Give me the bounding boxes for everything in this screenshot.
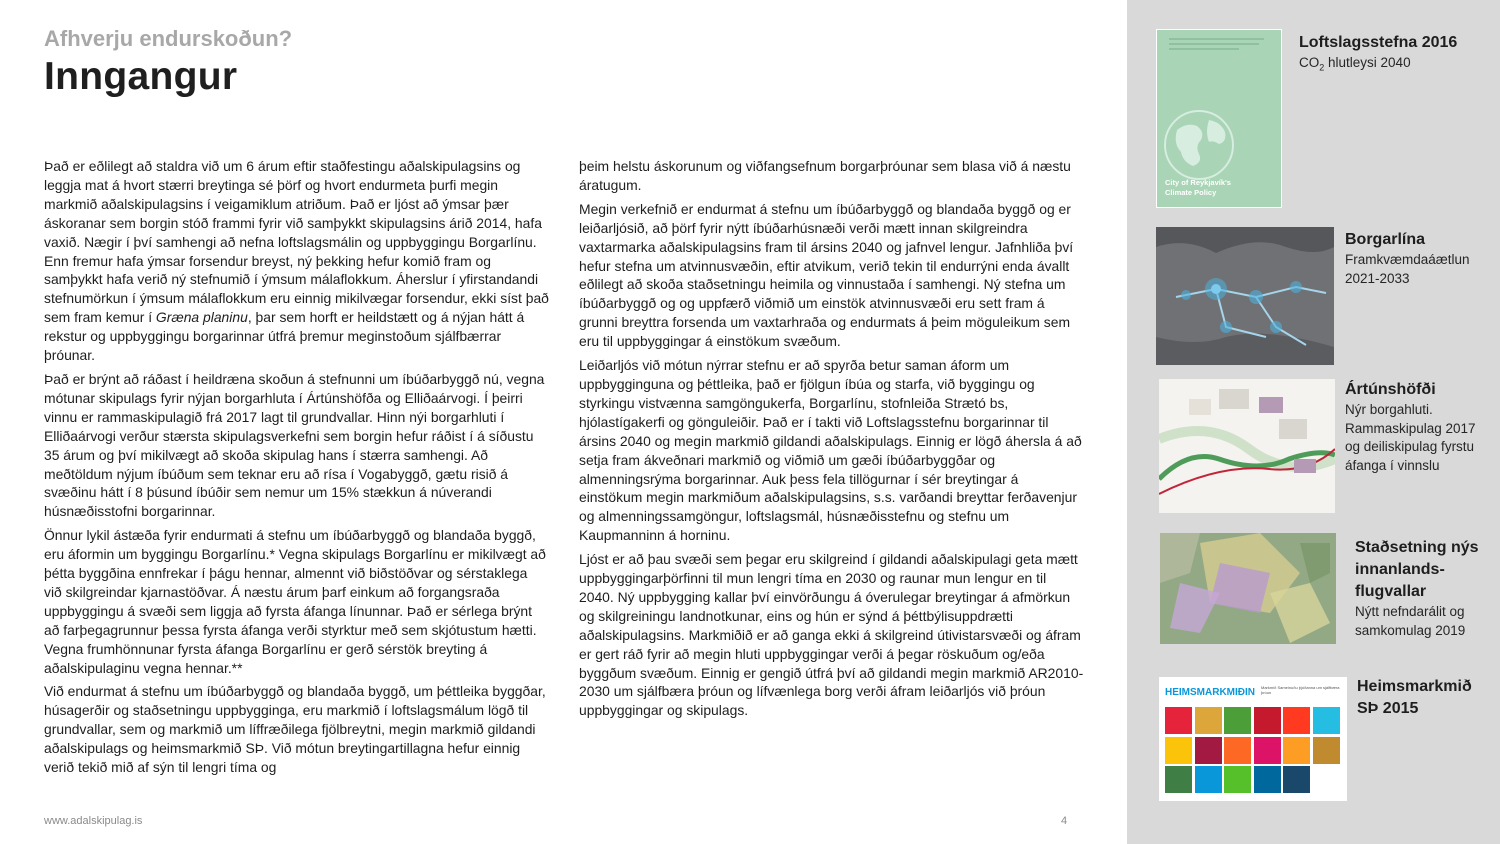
airport-sub2: samkomulag 2019 [1355, 622, 1466, 638]
paragraph: Það er eðlilegt að staldra við um 6 árum eftir staðfestingu aðalskipulagsins og leggja mat á hvort stærri breytinga sé þörf og hvort endurmeta þurfi megin markmið aðalskipulagsins í veigamiklum atriðum. Það er ljóst að ýmsar þær áskoranar sem borgin stóð frammi fyrir við samþykkt skipulagsins árið 2014, hafa vaxið. Nægir í því samhengi að nefna loftslagsmálin og uppbyggingu Borgarlínu. Enn fremur hafa ýmsar forsendur breyst, ný þekking hefur komið fram og samþykkt hafa verið ný stefnumið í ýmsum málaflokkum. Áherslur í yfirstandandi stefnumörkun í ýmsum málaflokkum eru einnig mikilvægar forsendur, ekki síst það sem fram kemur í Græna planinu, þar sem horft er heildstætt og á nýjan hátt á rekstur og uppbyggingu borgarinnar útfrá þremur meginstoðum sjálfbærrar þróunar. [44, 158, 549, 364]
artunshofdi-sub2: Rammaskipulag 2017 [1345, 420, 1476, 436]
airport-location-map [1160, 533, 1336, 644]
paragraph: Leiðarljós við mótun nýrrar stefnu er að spyrða betur saman áform um uppbygginguna og þéttleika, það er fjölgun íbúa og starfa, við byggingu og styrkingu vistvænna samgöngukerfa, Borgarlínu, stofnleiða Strætó bs, hjólastígakerfi og gönguleiðir. Það er í takti við Loftslagsstefnu borgarinnar til ársins 2040 og megin markmið gildandi aðalskipulags. Einnig er lögð áhersla á að setja fram ákveðnari markmið og viðmið um gæði íbúðarbyggðar og almenningsrýma borgarinnar. Auk þess fela tillögurnar í sér breytingar á einstökum megin markmiðum aðalskipulagsins, s.s. varðandi breyttar ferðavenjur og almenningssamgöngur, loftslagsmál, húsnæðisstefnu og stefnu um Kaupmanninn á horninu. [579, 357, 1082, 544]
airport-sub1: Nýtt nefndarálit og [1355, 604, 1465, 619]
sidebar-panel [1127, 0, 1500, 844]
artunshofdi-sub3: og deiliskipulag fyrstu [1345, 439, 1475, 454]
sdg-title-line1: Heimsmarkmið [1357, 678, 1472, 695]
climate-policy-subtitle: $CO_2$ hlutleysi 2040 [1299, 55, 1411, 73]
paragraph: Megin verkefnið er endurmat á stefnu um íbúðarbyggð og blandaða byggð og er leiðarljósið, að þörf fyrir nýtt íbúðarhúsnæði verði mætt innan skilgreindra vaxtarmarka aðalskipulagsins fram til ársins 2040 og jafnvel lengur. Jafnhliða því hefur stefna um atvinnusvæðin, eftir atvikum, verið tekin til endurrýni enda ávallt eðlilegt að skoða staðsetningu heimila og vinnustaða í samhengi. Ný stefna um íbúðarbyggð og og uppfærð viðmið um einstök atvinnusvæði eru sett fram á grunni breyttra forsenda um vaxtarhraða og endurmats á þeim möguleikum sem eru til uppbyggingar á einstökum svæðum. [579, 200, 1074, 350]
green-plan-emphasis: Græna planinu [155, 309, 248, 326]
page-number: 4 [1061, 815, 1068, 827]
sdg-goal-tile [1254, 766, 1281, 793]
artunshofdi-plan [1159, 379, 1335, 513]
artunshofdi-caption [1345, 379, 1500, 475]
borgarlina-map [1156, 227, 1334, 365]
climate-policy-caption [1299, 32, 1499, 77]
paragraph: Við endurmat á stefnu um íbúðarbyggð og blandaða byggð, um þéttleika byggðar, húsagerðir og staðsetningu uppbygginga, eru markmið í loftslagsmálum lögð til grundvallar, sem og markmið um líffræðilega fjölbreytni, megin markmið gildandi aðalskipulags og heimsmarkmið SÞ. Við mótun breytingartillagna hefur einnig verið tekið mið af sýn til lengri tíma og [44, 683, 546, 776]
sdg-banner [1163, 685, 1343, 703]
paragraph: þeim helstu áskorunum og viðfangsefnum borgarþróunar sem blasa við á næstu áratugum. [579, 158, 1071, 193]
sdg-goal-tile [1313, 707, 1340, 734]
artunshofdi-title: Ártúnshöfði [1345, 381, 1436, 398]
sdg-goal-tile [1165, 766, 1192, 793]
borgarlina-sub2: 2021-2033 [1345, 270, 1410, 286]
sdg-goal-tile [1283, 737, 1310, 764]
climate-policy-title: Loftslagsstefna 2016 [1299, 34, 1458, 51]
body-column-right [579, 157, 1084, 725]
sdg-poster [1159, 677, 1347, 801]
sdg-goal-tile [1254, 707, 1281, 734]
sdg-goal-tile [1283, 766, 1310, 793]
sdg-title-line2: SÞ 2015 [1357, 700, 1419, 717]
page-title: Inngangur [44, 55, 238, 98]
paragraph: Ljóst er að þau svæði sem þegar eru skilgreind í gildandi aðalskipulagi geta mætt uppbyggingarþörfinni til mun lengri tíma en 2030 og raunar mun lengur en til 2040. Ný uppbygging kallar því einvörðungu á óverulegar breytingar á afmörkun og skilgreiningu landnotkunar, eins og hún er sýnd á þéttbýlisuppdrætti aðalskipulagsins. Markmiðið er að ganga ekki á skilgreind útivistarsvæði og áfram er gert ráð fyrir að megin hluti uppbyggingar verði á þegar röskuðum og/eða byggðum svæðum. Einnig er gengið útfrá því að gildandi megin markmið AR2010-2030 um sjálfbæra þróun og lífvænlega borg verði áfram leiðarljós við þróun uppbyggingar og skipulags. [579, 551, 1084, 719]
sdg-goal-tile [1224, 766, 1251, 793]
borgarlina-sub1: Framkvæmdaáætlun [1345, 252, 1470, 267]
airport-caption [1355, 537, 1500, 640]
sdg-goal-tile [1313, 737, 1340, 764]
borgarlina-caption [1345, 229, 1495, 288]
body-column-left [44, 157, 549, 782]
sdg-goal-tile [1195, 707, 1222, 734]
sdg-goal-tile [1195, 737, 1222, 764]
sdg-goal-tile [1224, 737, 1251, 764]
artunshofdi-sub1: Nýr borgahluti. [1345, 402, 1433, 417]
airport-title-line2: innanlands- [1355, 561, 1445, 578]
cover-title: City of Reykjavík's Climate Policy [1165, 178, 1231, 197]
airport-map-graphic [1160, 533, 1336, 644]
climate-policy-cover [1156, 29, 1282, 208]
sdg-banner-subtitle: Markmið Sameinuðu þjóðanna um sjálfbæra þróun [1261, 685, 1340, 695]
sdg-goal-tile [1283, 707, 1310, 734]
sdg-goal-tile [1165, 737, 1192, 764]
sdg-goal-grid [1165, 707, 1341, 797]
artunshofdi-sub4: áfanga í vinnslu [1345, 457, 1440, 473]
sdg-goal-tile [1195, 766, 1222, 793]
paragraph: Önnur lykil ástæða fyrir endurmati á stefnu um íbúðarbyggð og blandaða byggð, eru áformin um byggingu Borgarlínu.* Vegna skipulags Borgarlínu er mikilvægt að þétta byggðina ennfrekar í þágu hennar, almennt við biðstöðvar og sérstaklega við skilgreindar kjarnastöðvar. Á næstu árum þarf einkum að forgangsraða uppbyggingu á svæði sem liggja að fyrsta áfanga línunnar. Það er sérlega brýnt að farþegagrunnur þessa fyrsta áfanga verði styrktur með sem skjótustum hætti. Vegna frumhönnunar fyrsta áfanga Borgarlínu er gerð sérstök breyting á aðalskipulaginu vegna hennar.** [44, 527, 546, 676]
sdg-goal-tile [1224, 707, 1251, 734]
sdg-banner-title: HEIMSMARKMIÐIN [1165, 687, 1255, 698]
transit-map-graphic [1156, 227, 1334, 365]
cover-small-text [1169, 38, 1264, 40]
sdg-goal-tile [1254, 737, 1281, 764]
sdg-goal-tile [1165, 707, 1192, 734]
borgarlina-title: Borgarlína [1345, 231, 1426, 248]
paragraph: Það er brýnt að ráðast í heildræna skoðun á stefnunni um íbúðarbyggð nú, vegna mótunar skipulags fyrir nýjan borgarhluta í Ártúnshöfða og Elliðaárvogi. Í þeirri vinnu er rammaskipulagið frá 2017 lagt til grundvallar. Hinn nýi borgarhluti í Elliðaárvogi verður stærsta skipulagsverkefni sem borgin hefur ráðist í á síðustu 35 árum og því mikilvægt að skoða skipulag hans í stærra samhengi. Að meðtöldum nýjum íbúðum sem teknar eru að rísa í Vogabyggð, gætu risið á svæðinu hátt í 8 þúsund íbúðir sem nemur um 15% stækkun á núverandi húsnæðisstofni borgarinnar. [44, 370, 545, 520]
section-kicker: Afhverju endurskoðun? [44, 26, 293, 51]
footer-url[interactable]: www.adalskipulag.is [44, 815, 143, 827]
airport-title-line1: Staðsetning nýs [1355, 539, 1479, 556]
sdg-caption [1357, 676, 1497, 720]
airport-title-line3: flugvallar [1355, 583, 1427, 600]
district-plan-graphic [1159, 379, 1335, 513]
